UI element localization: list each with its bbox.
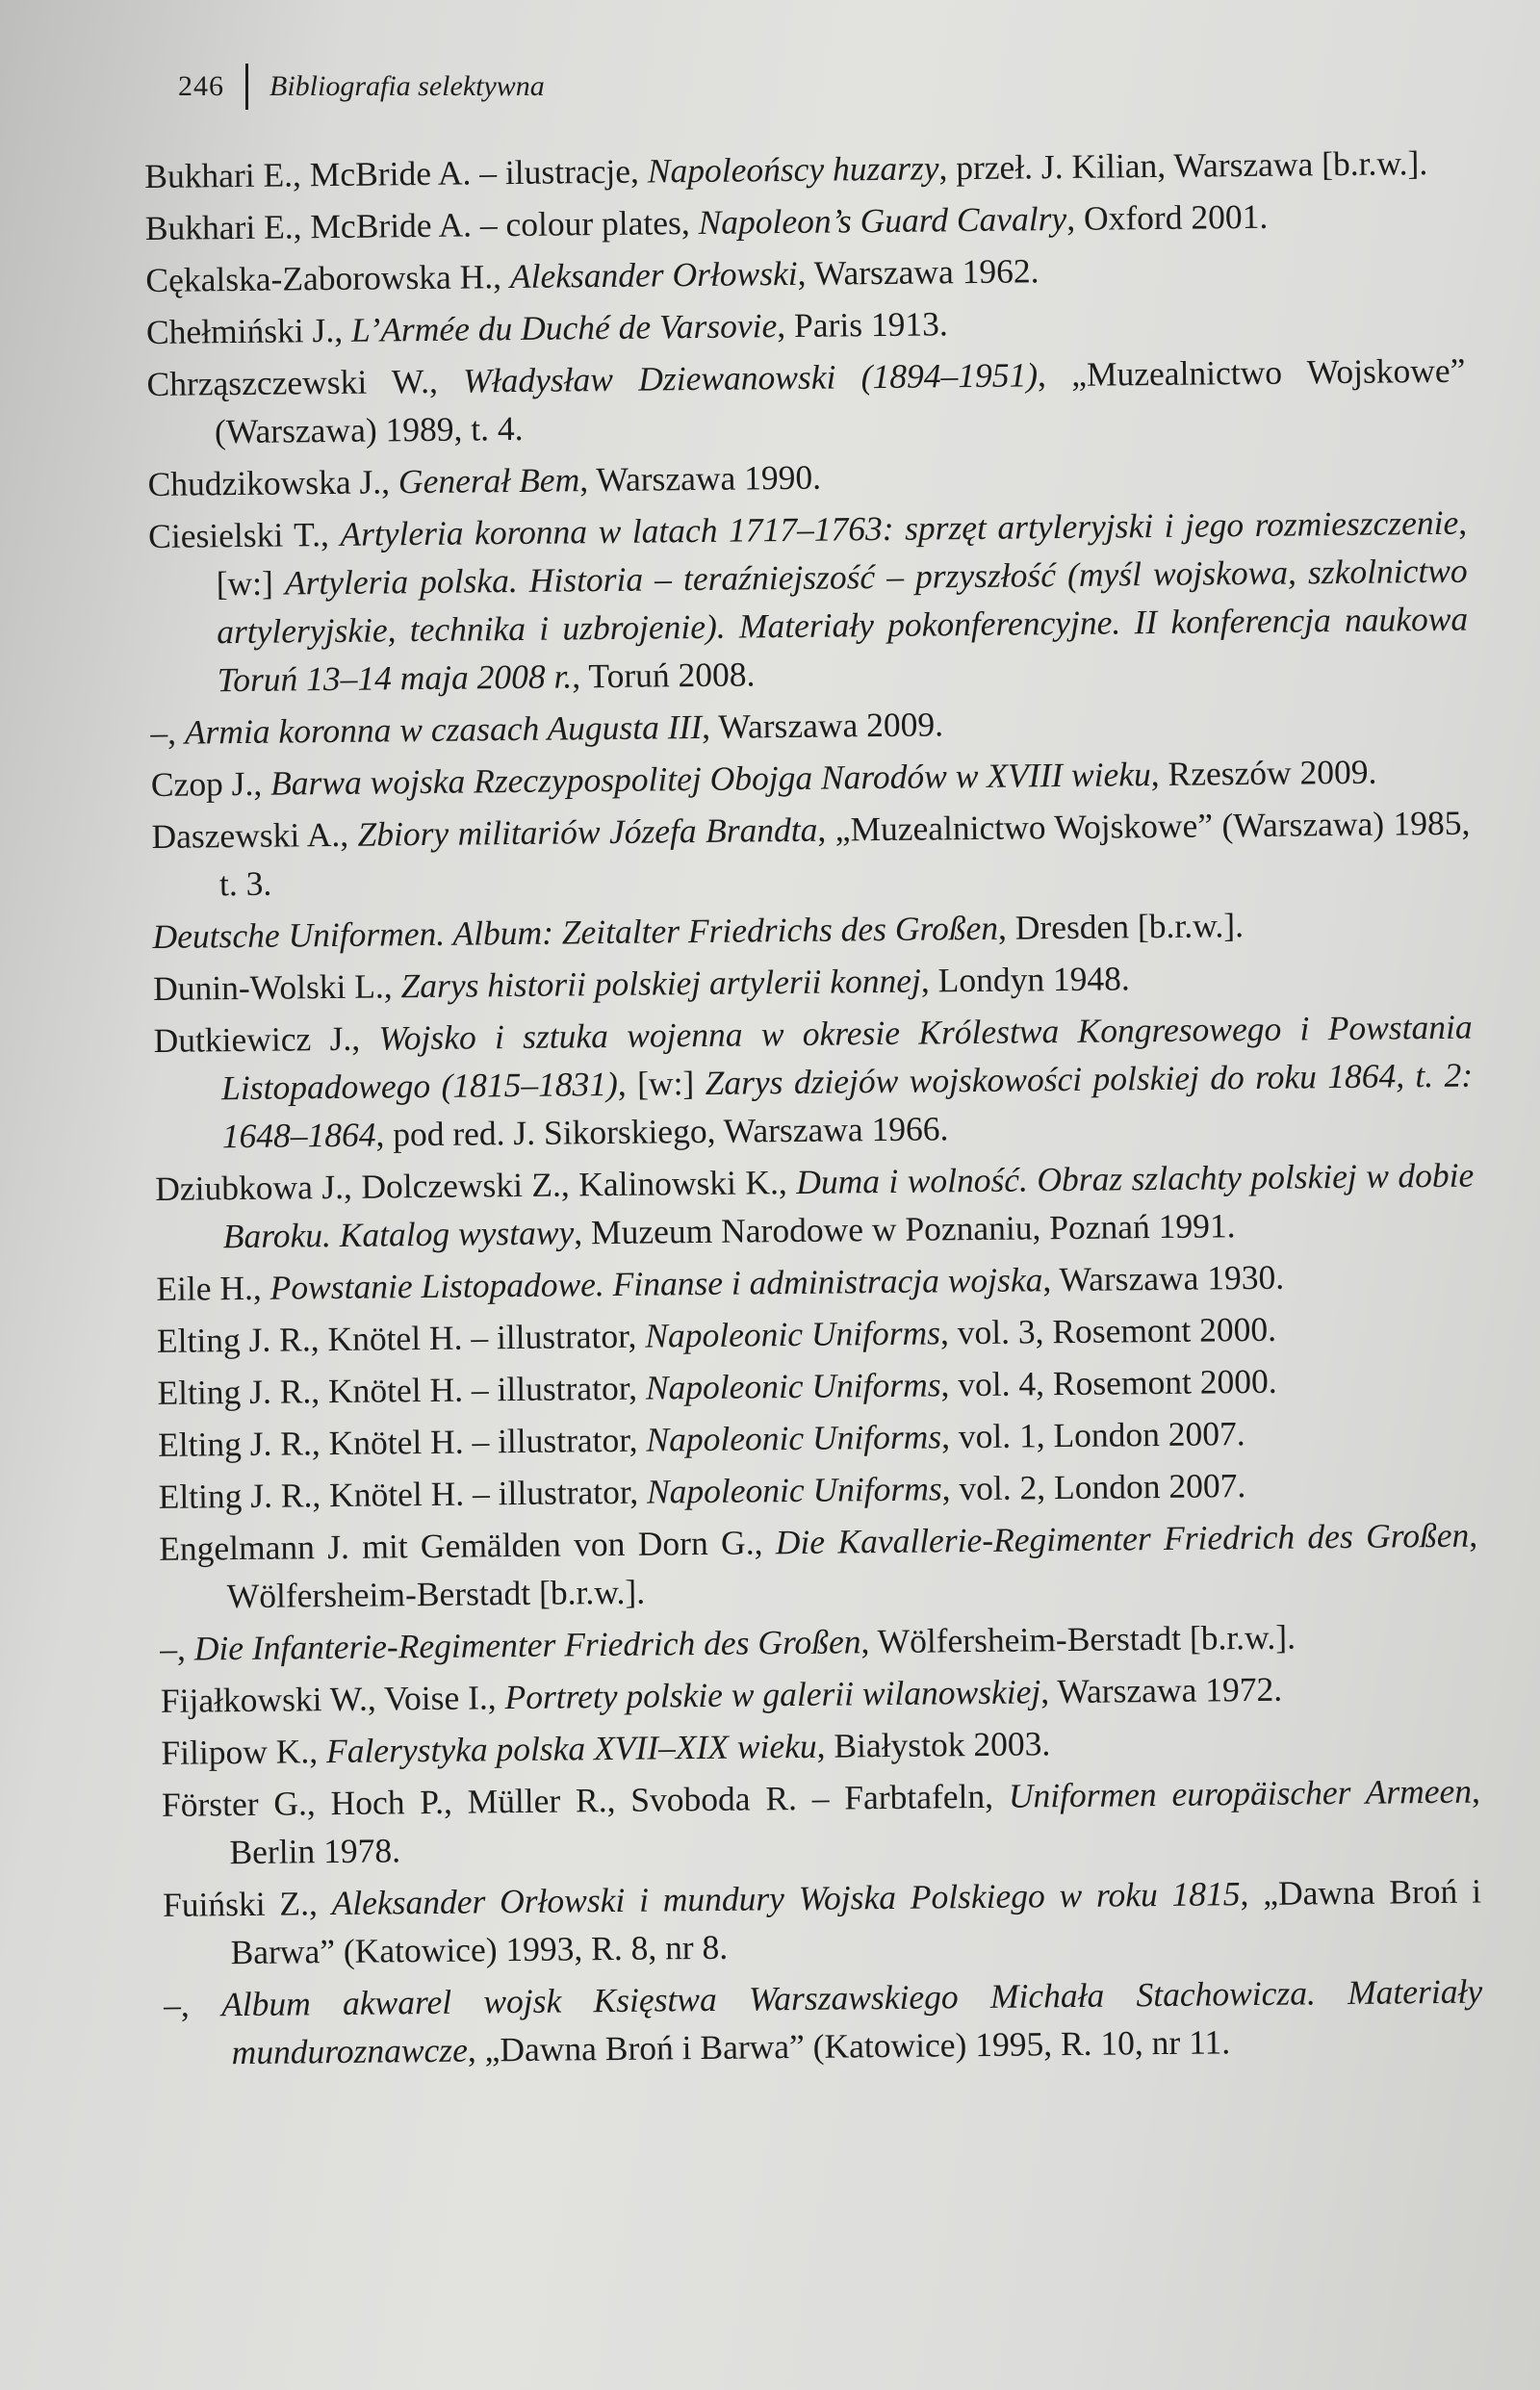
bibliography-entry	[145, 243, 1464, 304]
entry-text: Chrząszczewski W.,	[146, 361, 464, 403]
bibliography-entry	[150, 695, 1469, 757]
entry-title: Aleksander Orłowski	[509, 253, 798, 296]
bibliography-entry	[158, 1407, 1476, 1469]
entry-title: Barwa wojska Rzeczypospolitej Obojga Narodów w XVIII wieku	[270, 755, 1151, 803]
entry-text: Chełmiński J.,	[145, 310, 352, 351]
entry-title: Die Kavallerie-Regimenter Friedrich des Großen	[775, 1515, 1470, 1562]
entry-title: Zarys historii polskiej artylerii konnej	[400, 961, 922, 1006]
bibliography-entry	[161, 1663, 1479, 1725]
bibliography-entry	[156, 1251, 1475, 1313]
entry-title: Deutsche Uniformen. Album: Zeitalter Friedrichs des Großen	[152, 908, 999, 956]
bibliography-entry	[145, 191, 1464, 252]
entry-text: , Wölfersheim-Berstadt [b.r.w.].	[226, 1515, 1478, 1616]
entry-text: , Berlin 1978.	[229, 1771, 1481, 1872]
entry-text: Eile H.,	[156, 1268, 270, 1308]
entry-title: Die Infanterie-Regimenter Friedrich des Großen	[193, 1622, 861, 1668]
entry-text: , [w:]	[617, 1063, 706, 1103]
entry-title: Portrety polskie w galerii wilanowskiej	[504, 1672, 1041, 1717]
bibliography-entry	[153, 951, 1472, 1013]
entry-text: , Warszawa 2009.	[701, 705, 944, 746]
bibliography-entry	[163, 1867, 1482, 1977]
entry-text: , Warszawa 1930.	[1042, 1257, 1285, 1299]
entry-text: Fuiński Z.,	[162, 1884, 332, 1924]
entry-title: Władysław Dziewanowski (1894–1951)	[462, 355, 1039, 400]
bibliography-entry	[153, 1003, 1473, 1161]
bibliography-entry	[146, 347, 1466, 456]
entry-text: Förster G., Hoch P., Müller R., Svoboda R. – Farbtafeln,	[161, 1776, 1010, 1824]
running-title: Bibliografia selektywna	[270, 70, 545, 102]
bibliography-entry	[157, 1355, 1476, 1417]
entry-title: Armia koronna w czasach Augusta III	[184, 707, 703, 752]
entry-title: Napoleońscy huzarzy	[647, 148, 939, 191]
page-number: 246	[178, 70, 224, 102]
entry-text: , Londyn 1948.	[920, 959, 1131, 1000]
entry-title: Napoleonic Uniforms	[645, 1365, 941, 1407]
bibliography-list	[144, 139, 1483, 2081]
entry-title: Generał Bem	[398, 460, 580, 501]
entry-text: Elting J. R., Knötel H. – illustrator,	[158, 1472, 648, 1516]
bibliography-entry	[148, 499, 1469, 705]
entry-text: Dziubkowa J., Dolczewski Z., Kalinowski K.,	[155, 1162, 797, 1208]
bibliography-entry	[164, 1967, 1483, 2077]
entry-text: , „Dawna Broń i Barwa” (Katowice) 1995, R. 10, nr 11.	[467, 2022, 1231, 2069]
entry-text: Bukhari E., McBride A. – ilustracje,	[144, 151, 648, 195]
bibliography-entry	[158, 1459, 1476, 1521]
bibliography-entry	[155, 1151, 1475, 1261]
page-header	[178, 64, 545, 110]
entry-title: Napoleonic Uniforms	[646, 1417, 942, 1459]
bibliography-entry	[157, 1303, 1476, 1365]
entry-text: Chudzikowska J.,	[147, 462, 399, 503]
bibliography-entry	[152, 899, 1471, 961]
entry-text: , Toruń 2008.	[572, 655, 756, 696]
entry-title: Aleksander Orłowski i mundury Wojska Polskiego w roku 1815	[331, 1874, 1241, 1923]
entry-text: Bukhari E., McBride A. – colour plates,	[144, 202, 699, 247]
entry-text: Elting J. R., Knötel H. – illustrator,	[157, 1368, 647, 1412]
entry-text: Dutkiewicz J.,	[153, 1018, 379, 1060]
entry-text: , „Muzealnictwo Wojskowe” (Warszawa) 1985, t. 3.	[218, 803, 1471, 904]
entry-title: Napoleonic Uniforms	[645, 1313, 941, 1355]
entry-title: Zarys dziejów wojskowości polskiej do roku 1864, t. 2: 1648–1864	[221, 1055, 1474, 1156]
entry-text: , Warszawa 1972.	[1040, 1669, 1283, 1711]
entry-text: –,	[160, 1629, 194, 1668]
entry-text: , Oxford 2001.	[1065, 196, 1269, 238]
entry-text: , Białystok 2003.	[816, 1724, 1051, 1765]
entry-text: Dunin-Wolski L.,	[152, 966, 401, 1008]
entry-text: , przeł. J. Kilian, Warszawa [b.r.w.].	[938, 143, 1428, 188]
entry-title: Uniformen europäischer Armeen	[1008, 1771, 1473, 1815]
entry-title: Napoleon’s Guard Cavalry	[698, 198, 1067, 242]
entry-text: , pod red. J. Sikorskiego, Warszawa 1966.	[375, 1109, 949, 1154]
entry-text: Fijałkowski W., Voise I.,	[160, 1678, 505, 1720]
entry-text: , Muzeum Narodowe w Poznaniu, Poznań 1991.	[574, 1206, 1236, 1252]
bibliography-entry	[144, 139, 1463, 200]
entry-text: Daszewski A.,	[151, 814, 358, 856]
entry-title: Napoleonic Uniforms	[646, 1469, 942, 1511]
entry-text: Engelmann J. mit Gemälden von Dorn G.,	[158, 1523, 777, 1568]
entry-text: , vol. 1, London 2007.	[940, 1414, 1245, 1456]
bibliography-entry	[147, 447, 1466, 508]
entry-title: Falerystyka polska XVII–XIX wieku	[325, 1726, 817, 1771]
entry-title: Album akwarel wojsk Księstwa Warszawskiego Michała Stachowicza. Materiały munduroznawcze	[220, 1971, 1483, 2072]
entry-text: , Wölfersheim-Berstadt [b.r.w.].	[860, 1617, 1296, 1661]
entry-text: , [w:]	[216, 502, 1468, 604]
entry-text: , „Dawna Broń i Barwa” (Katowice) 1993, R. 8, nr 8.	[230, 1871, 1482, 1972]
entry-text: , Warszawa 1962.	[797, 251, 1040, 293]
bibliography-entry	[162, 1767, 1481, 1877]
entry-text: –,	[163, 1985, 222, 2024]
entry-text: , „Muzealnictwo Wojskowe” (Warszawa) 1989, t. 4.	[214, 350, 1466, 451]
bibliography-entry	[151, 799, 1471, 909]
entry-title: Zbiory militariów Józefa Brandta	[357, 810, 818, 854]
entry-text: , Rzeszów 2009.	[1150, 752, 1377, 794]
bibliography-entry	[159, 1511, 1478, 1621]
bibliography-entry	[146, 295, 1465, 356]
entry-title: L’Armée du Duché de Varsovie	[350, 306, 778, 349]
entry-text: Filipow K.,	[161, 1732, 327, 1772]
entry-text: Elting J. R., Knötel H. – illustrator,	[157, 1420, 647, 1464]
entry-text: , vol. 3, Rosemont 2000.	[939, 1309, 1277, 1352]
entry-text: , Paris 1913.	[777, 304, 948, 346]
entry-text: , Warszawa 1990.	[579, 457, 822, 500]
entry-title: Wojsko i sztuka wojenna w okresie Królestwa Kongresowego i Powstania Listopadowego (1815–1831)	[220, 1007, 1473, 1108]
entry-text: Czop J.,	[150, 763, 271, 804]
entry-text: , vol. 4, Rosemont 2000.	[940, 1361, 1277, 1404]
entry-text: Cękalska-Zaborowska H.,	[145, 257, 511, 299]
entry-title: Duma i wolność. Obraz szlachty polskiej w dobie Baroku. Katalog wystawy	[222, 1155, 1475, 1256]
entry-text: Elting J. R., Knötel H. – illustrator,	[156, 1316, 646, 1360]
entry-title: Artyleria koronna w latach 1717–1763: sprzęt artyleryjski i jego rozmieszczenie	[340, 502, 1459, 553]
bibliography-entry	[151, 747, 1470, 809]
bibliography-entry	[160, 1611, 1478, 1673]
entry-text: , Dresden [b.r.w.].	[997, 906, 1245, 947]
entry-text: Ciesielski T.,	[147, 514, 341, 555]
bibliography-entry	[161, 1715, 1479, 1777]
entry-title: Powstanie Listopadowe. Finanse i administracja wojska	[270, 1260, 1043, 1307]
entry-text: , vol. 2, London 2007.	[941, 1466, 1246, 1508]
entry-text: –,	[150, 712, 186, 752]
entry-title: Artyleria polska. Historia – teraźniejszość – przyszłość (myśl wojskowa, szkolnictwo artyleryjskie, technika i uzbrojenie). Materiały pokonferencyjne. II konferencja naukowa Toruń 13–14 maja 2008 r.	[217, 551, 1469, 700]
header-divider	[245, 64, 248, 110]
